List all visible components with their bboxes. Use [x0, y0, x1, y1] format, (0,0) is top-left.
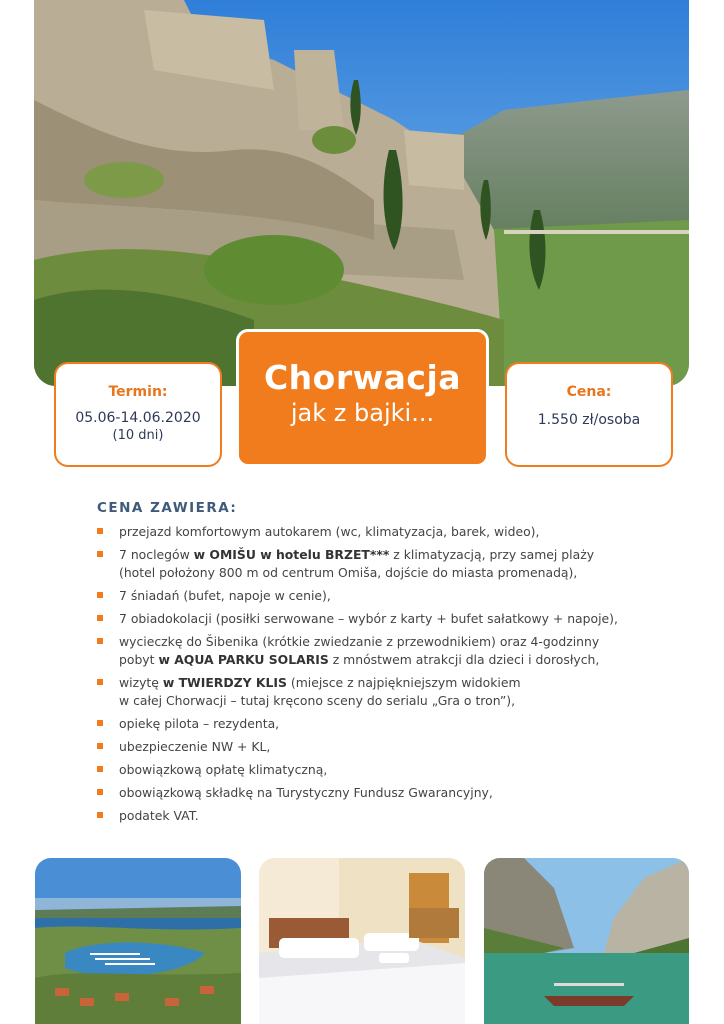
list-item-text: pobyt	[119, 652, 159, 667]
cena-label: Cena:	[566, 384, 612, 400]
list-item-text: 7 obiadokolacji (posiłki serwowane – wybór z karty + bufet sałatkowy + napoje),	[119, 611, 618, 626]
list-item-text: 7 śniadań (bufet, napoje w cenie),	[119, 588, 331, 603]
list-item-text: w TWIERDZY KLIS	[162, 675, 287, 690]
title-box	[236, 329, 489, 467]
bullet-icon	[97, 679, 103, 685]
includes-heading: CENA ZAWIERA:	[97, 500, 238, 516]
list-item-text: 7 noclegów	[119, 547, 194, 562]
bullet-icon	[97, 789, 103, 795]
list-item-text: w całej Chorwacji – tutaj kręcono sceny do serialu „Gra o tron”),	[119, 693, 516, 708]
list-item-text: wycieczkę do Šibenika (krótkie zwiedzanie z przewodnikiem) oraz 4-godzinny	[119, 634, 600, 649]
list-item-text: w OMIŠU w hotelu BRZET***	[193, 547, 390, 562]
list-item-text: obowiązkową opłatę klimatyczną,	[119, 762, 328, 777]
includes-list	[97, 523, 657, 830]
bullet-icon	[97, 592, 103, 598]
list-item	[97, 546, 657, 582]
page-title: Chorwacja	[263, 358, 462, 397]
list-item	[97, 807, 657, 825]
bullet-icon	[97, 766, 103, 772]
termin-dates: 05.06-14.06.2020	[75, 410, 201, 426]
termin-box	[54, 362, 222, 467]
hotel-room-photo	[259, 858, 465, 1024]
page-subtitle: jak z bajki...	[290, 399, 435, 427]
bullet-icon	[97, 720, 103, 726]
list-item-text: z klimatyzacją, przy samej plaży	[389, 547, 595, 562]
termin-duration: (10 dni)	[112, 428, 164, 443]
bullet-icon	[97, 528, 103, 534]
list-item	[97, 761, 657, 779]
list-item-text: podatek VAT.	[119, 808, 199, 823]
list-item	[97, 633, 657, 669]
list-item-text: przejazd komfortowym autokarem (wc, klimatyzacja, barek, wideo),	[119, 524, 540, 539]
cena-value: 1.550 zł/osoba	[537, 412, 641, 428]
list-item-text: (miejsce z najpiękniejszym widokiem	[286, 675, 521, 690]
list-item-text: opiekę pilota – rezydenta,	[119, 716, 280, 731]
list-item	[97, 587, 657, 605]
list-item-text: z mnóstwem atrakcji dla dzieci i dorosłych,	[328, 652, 600, 667]
list-item-text: (hotel położony 800 m od centrum Omiša, dojście do miasta promenadą),	[119, 565, 578, 580]
bullet-icon	[97, 743, 103, 749]
list-item-text: wizytę	[119, 675, 163, 690]
list-item-text: ubezpieczenie NW + KL,	[119, 739, 271, 754]
list-item	[97, 674, 657, 710]
bullet-icon	[97, 615, 103, 621]
list-item	[97, 715, 657, 733]
list-item	[97, 610, 657, 628]
termin-label: Termin:	[108, 384, 168, 400]
list-item-text: w AQUA PARKU SOLARIS	[158, 652, 329, 667]
river-canyon-photo	[484, 858, 689, 1024]
marina-photo	[35, 858, 241, 1024]
bullet-icon	[97, 812, 103, 818]
cena-box	[505, 362, 673, 467]
list-item-text: obowiązkową składkę na Turystyczny Fundusz Gwarancyjny,	[119, 785, 493, 800]
list-item	[97, 523, 657, 541]
list-item	[97, 738, 657, 756]
bullet-icon	[97, 638, 103, 644]
bullet-icon	[97, 551, 103, 557]
list-item	[97, 784, 657, 802]
